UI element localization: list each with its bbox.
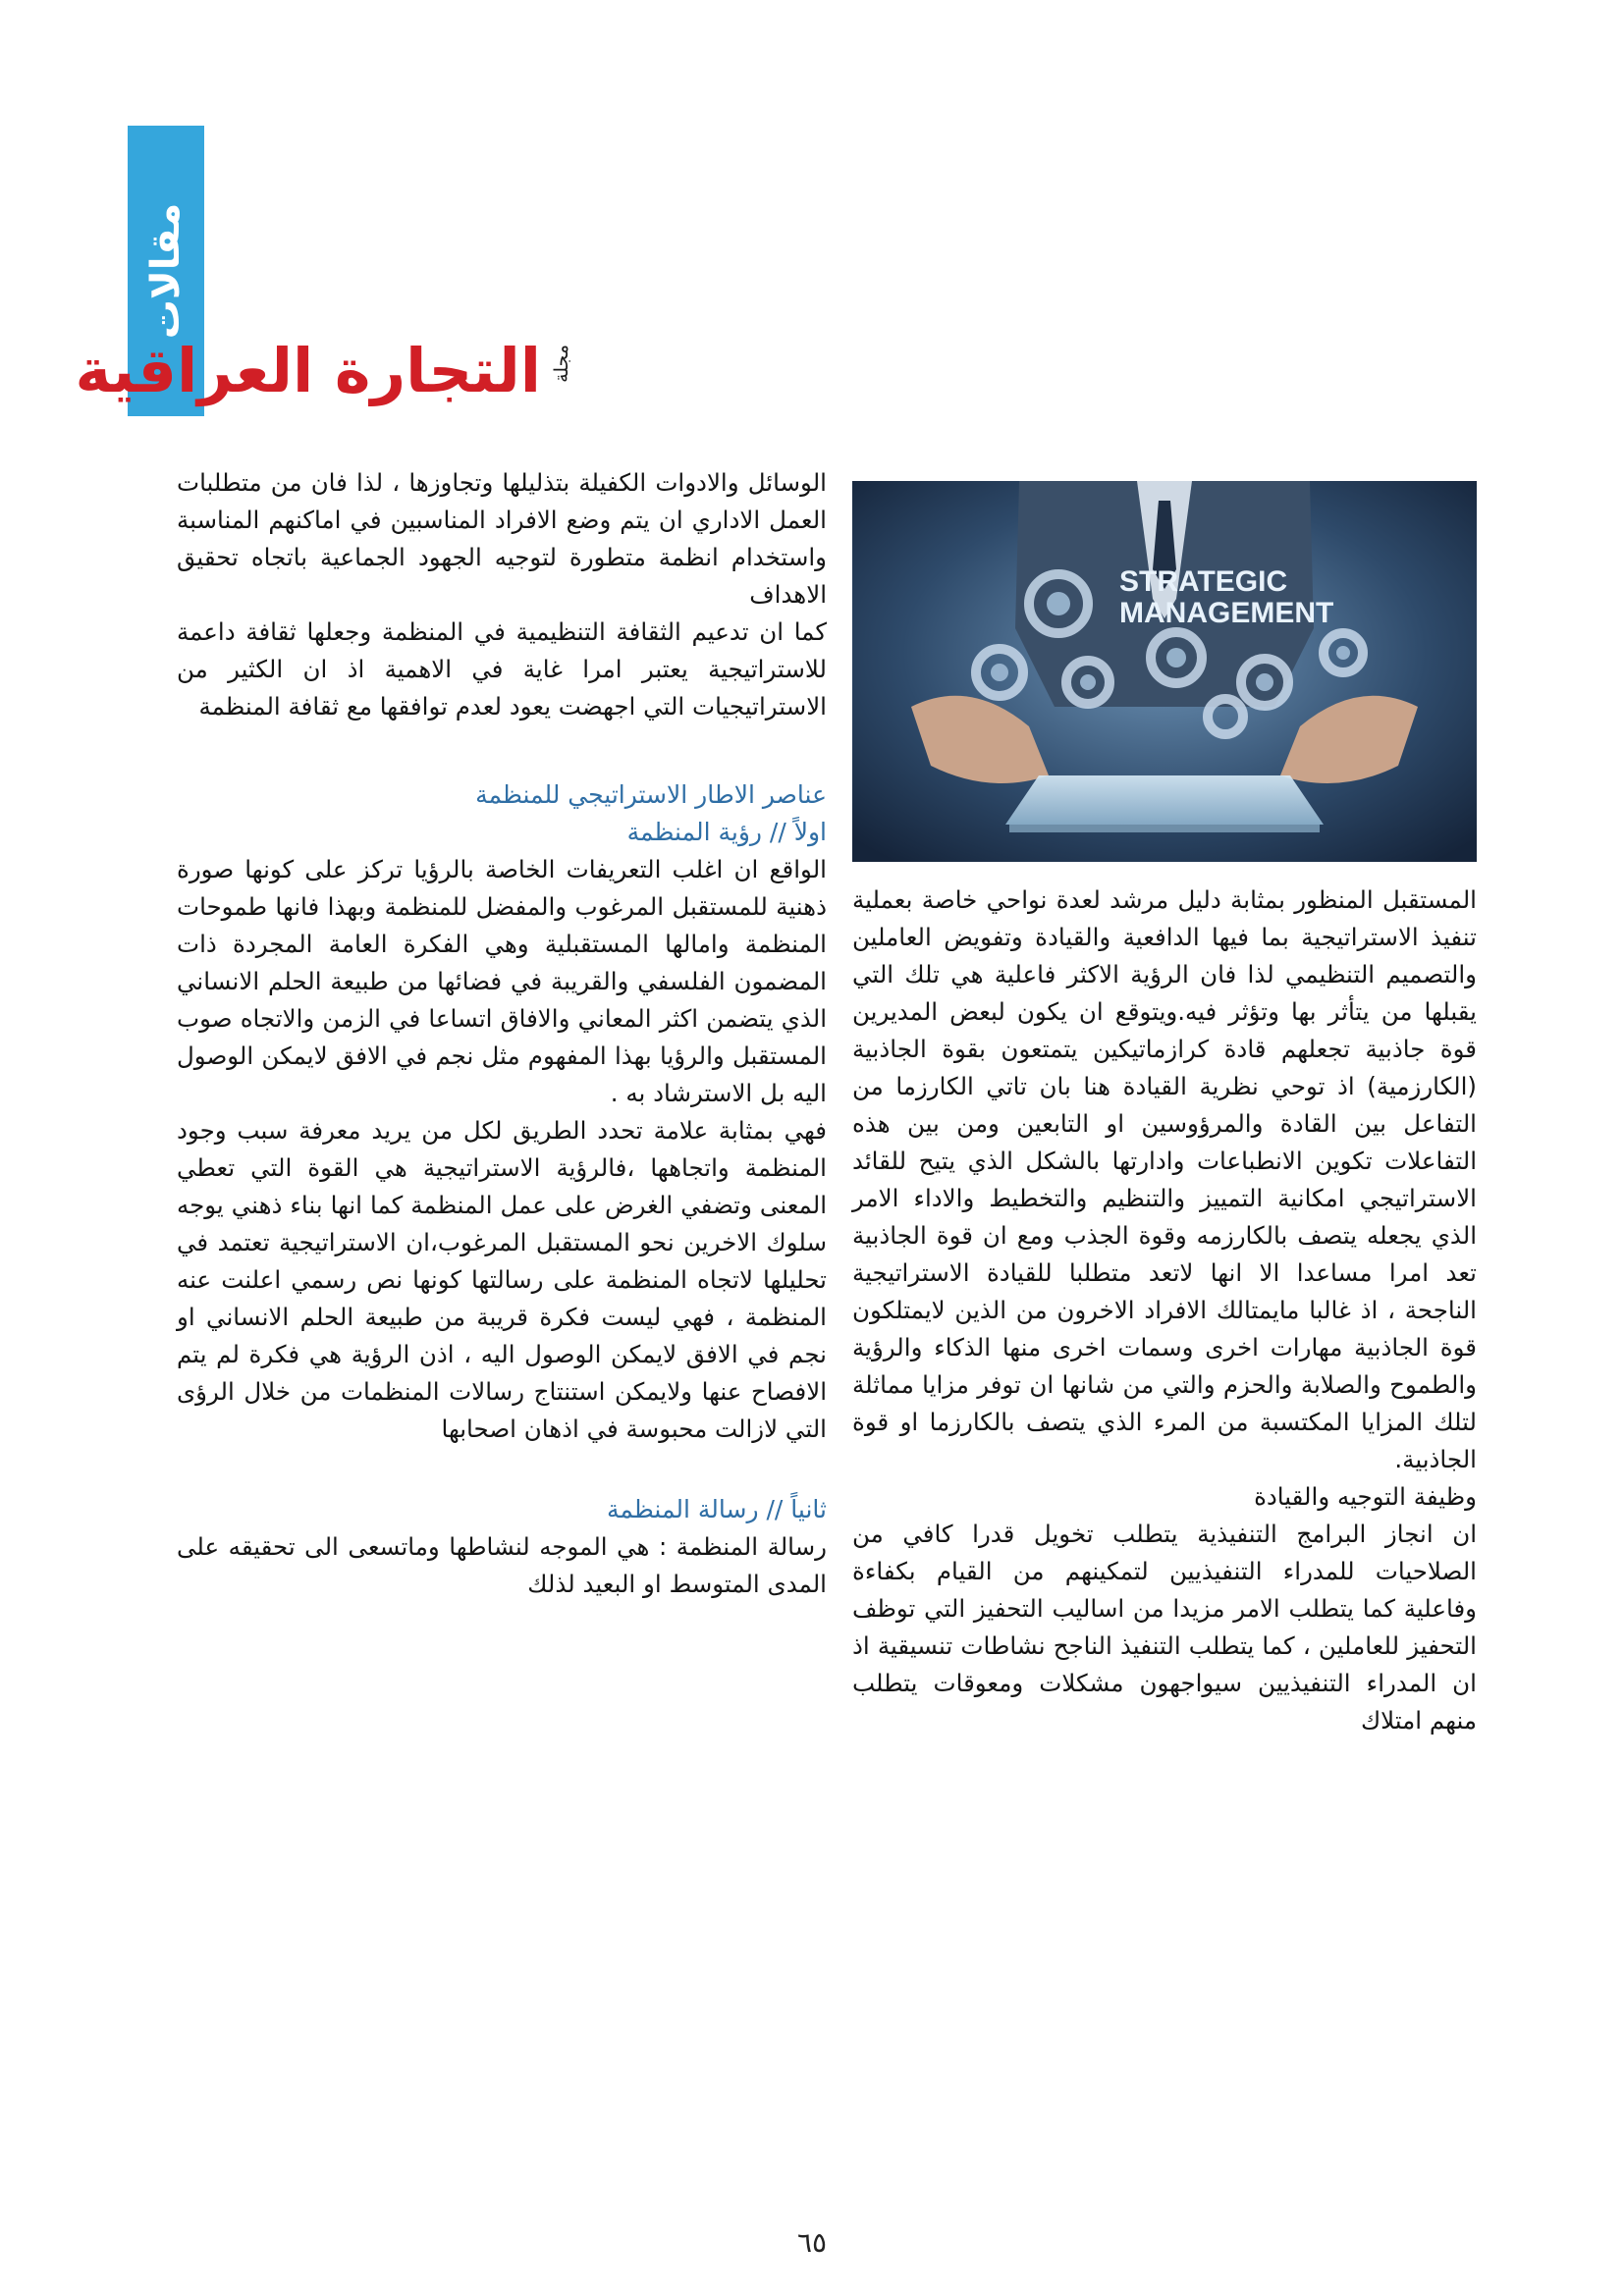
magazine-logo [75, 319, 576, 423]
section-heading-vision: اولاً // رؤية المنظمة [626, 818, 827, 846]
left-paragraph-3: الواقع ان اغلب التعريفات الخاصة بالرؤيا تركز على كونها صورة ذهنية للمستقبل المرغوب والمفضل للمنظمة وبهذا فانها طموحات المنظمة وامالها المستقبلية وهي الفكرة العامة المجردة ذات المضمون الفلسفي والقريبة في فضائها من طبيعة الحلم الانساني الذي يتضمن اكثر المعاني والافاق اتساعا في الزمن والاتجاه صوب المستقبل والرؤيا بهذا المفهوم مثل نجم في الافق لايمكن الوصول اليه بل الاسترشاد به . [177, 855, 827, 1107]
logo-prefix: مجلة [551, 345, 572, 383]
right-paragraph-2: ان انجاز البرامج التنفيذية يتطلب تخويل قدرا كافي من الصلاحيات للمدراء التنفيذيين لتمكينهم من القيام بكفاءة وفاعلية كما يتطلب الامر مزيدا من اساليب التحفيز التي توظف التحفيز للعاملين ، كما يتطلب التنفيذ الناجح نشاطات تنسيقية اذ ان المدراء التنفيذيين سيواجهون مشكلات ومعوقات يتطلب منهم امتلاك [852, 1520, 1477, 1735]
left-paragraph-1: الوسائل والادوات الكفيلة بتذليلها وتجاوزها ، لذا فان من متطلبات العمل الاداري ان يتم وضع الافراد المناسبين في اماكنهم المناسبة واستخدام انظمة متطورة لتوجيه الجهود الجماعية باتجاه تحقيق الاهداف [177, 468, 827, 609]
logo-title: التجارة العراقية [75, 335, 541, 406]
article-column-right [852, 881, 1477, 1739]
figure-text-line1: STRATEGIC [1119, 565, 1288, 598]
left-paragraph-4: فهي بمثابة علامة تحدد الطريق لكل من يريد معرفة سبب وجود المنظمة واتجاهها ،فالرؤية الاستراتيجية هي القوة التي تعطي المعنى وتضفي الغرض على عمل المنظمة كما انها بناء ذهني يوجه سلوك الاخرين نحو المستقبل المرغوب،ان الاستراتيجية تعتمد في تحليلها لاتجاه المنظمة على رسالتها كونها نص رسمي اعلنت عنه المنظمة ، فهي ليست فكرة قريبة من طبيعة الحلم الانساني او نجم في الافق لايمكن الوصول اليه ، اذن الرؤية هي فكرة لم يتم الافصاح عنها ولايمكن استنتاج رسالات المنظمات من خلال الرؤى التي لازالت محبوسة في اذهان اصحابها [177, 1116, 827, 1443]
strategic-management-image [852, 481, 1477, 862]
left-paragraph-2: كما ان تدعيم الثقافة التنظيمية في المنظمة وجعلها ثقافة داعمة للاستراتيجية يعتبر امرا غاية في الاهمية اذ ان الكثير من الاستراتيجيات التي اجهضت يعود لعدم توافقها مع ثقافة المنظمة [177, 617, 827, 721]
article-column-left [177, 464, 827, 1603]
section-heading-mission: ثانياً // رسالة المنظمة [607, 1495, 827, 1523]
figure-text-line2: MANAGEMENT [1119, 597, 1334, 629]
section-heading-framework: عناصر الاطار الاستراتيجي للمنظمة [475, 780, 827, 809]
right-paragraph-1: المستقبل المنظور بمثابة دليل مرشد لعدة نواحي خاصة بعملية تنفيذ الاستراتيجية بما فيها الدافعية والقيادة وتفويض العاملين والتصميم التنظيمي لذا فان الرؤية الاكثر فاعلية هي تلك التي يقبلها من يتأثر بها وتؤثر فيه.ويتوقع ان يكون لبعض المديرين قوة جاذبية تجعلهم قادة كرازماتيكين يتمتعون بقوة الجاذبية (الكارزمية) اذ توحي نظرية القيادة هنا بان تاتي الكارزما من التفاعل بين القادة والمرؤوسين او التابعين ومن بين هذه التفاعلات تكوين الانطباعات وادارتها بالشكل الذي يتيح للقائد الاستراتيجي امكانية التمييز والتنظيم والتخطيط والاداء الامر الذي يجعله يتصف بالكارزمه وقوة الجذب ومع ان قوة الجاذبية تعد امرا مساعدا الا انها لاتعد متطلبا للقيادة الاستراتيجية الناجحة ، اذ غالبا مايمتالك الافراد الاخرون من الذين لايمتلكون قوة الجاذبية مهارات اخرى وسمات اخرى منها الذكاء والرؤية والطموح والصلابة والحزم والتي من شانها ان توفر مزايا مماثلة لتلك المزايا المكتسبة من المرء الذي يتصف بالكارزما او قوة الجاذبية. [852, 885, 1477, 1473]
left-paragraph-5: رسالة المنظمة : هي الموجه لنشاطها وماتسعى الى تحقيقه على المدى المتوسط او البعيد لذلك [177, 1532, 827, 1598]
strategic-management-illustration [852, 481, 1477, 862]
section-heading-leadership: وظيفة التوجيه والقيادة [1254, 1482, 1477, 1511]
section-tab-label: مقالات [143, 202, 189, 340]
page-number: ٦٥ [796, 2226, 828, 2259]
